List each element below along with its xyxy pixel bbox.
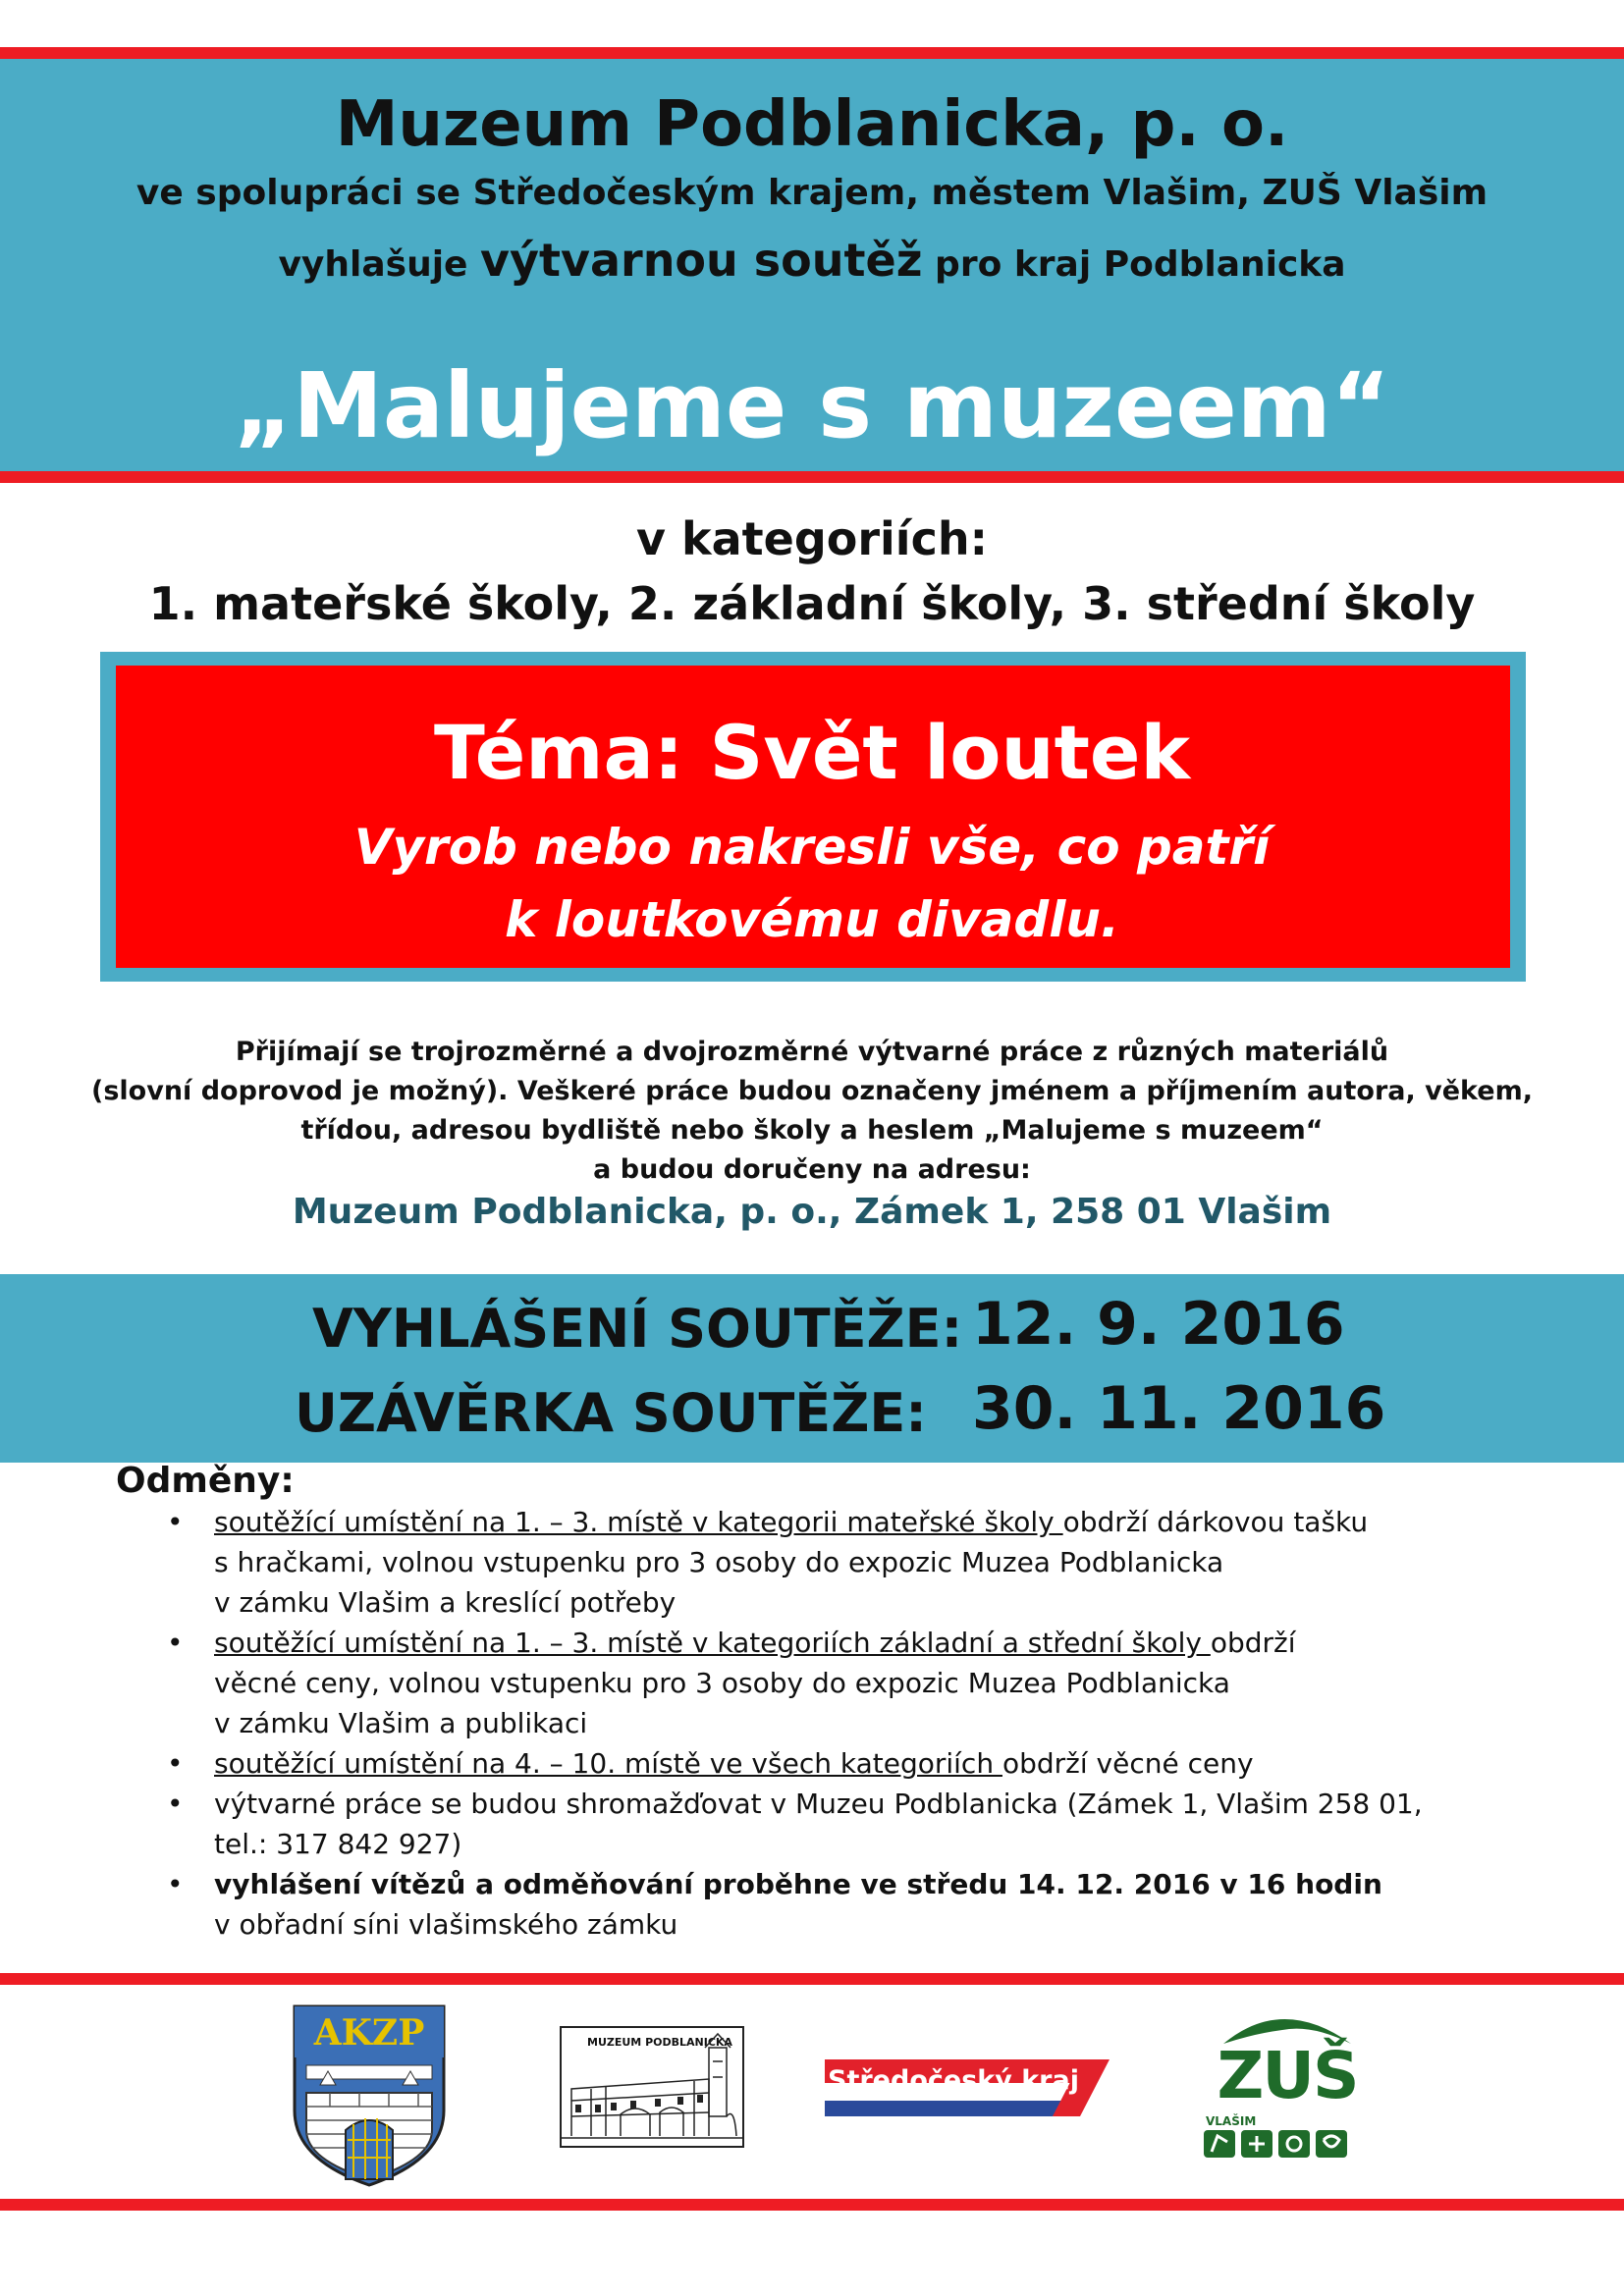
deadline-date-label: UZÁVĚRKA SOUTĚŽE: <box>295 1382 927 1444</box>
rewards-heading: Odměny: <box>116 1461 295 1501</box>
zus-logo <box>1194 2004 1380 2162</box>
top-red-line <box>0 47 1624 59</box>
theme-description-line1: Vyrob nebo nakresli vše, co patří <box>353 819 1271 876</box>
bullet: • <box>167 1627 184 1659</box>
theme-title: Téma: Svět loutek <box>433 709 1191 796</box>
kraj-logo-text: Středočeský kraj <box>828 2065 1079 2096</box>
museum-logo <box>560 2026 744 2148</box>
info-line3: třídou, adresou bydliště nebo školy a heslem „Malujeme s muzeem“ <box>300 1115 1324 1146</box>
reward-text: obdrží dárkovou tašku <box>1062 1506 1369 1538</box>
reward-condition: soutěžící umístění na 1. – 3. místě v kategoriích základní a střední školy <box>214 1627 1211 1659</box>
rewards-list <box>167 1502 1443 1945</box>
list-item <box>167 1864 1443 1945</box>
announce-pre: vyhlašuje <box>278 244 468 285</box>
bullet: • <box>167 1868 184 1900</box>
info-line2: (slovní doprovod je možný). Veškeré práce budou označeny jménem a příjmením autora, věkem, <box>91 1076 1533 1106</box>
reward-text: obdrží <box>1210 1627 1296 1659</box>
list-item <box>167 1743 1443 1784</box>
ceremony-info: vyhlášení vítězů a odměňování proběhne ve středu 14. 12. 2016 v 16 hodin <box>214 1868 1382 1900</box>
list-item <box>167 1502 1443 1623</box>
castle-drawing-icon <box>562 2028 742 2146</box>
reward-condition: soutěžící umístění na 1. – 3. místě v kategorii mateřské školy <box>214 1506 1063 1538</box>
footer-red-line-top <box>0 1973 1624 1985</box>
list-item <box>167 1623 1443 1743</box>
akzp-logo-text: AKZP <box>313 2012 425 2054</box>
reward-text: obdrží věcné ceny <box>1001 1747 1254 1780</box>
bullet: • <box>167 1747 184 1780</box>
reward-text: věcné ceny, volnou vstupenku pro 3 osoby do expozic Muzea Podblanicka <box>214 1667 1230 1699</box>
cooperation-line: ve spolupráci se Středočeským krajem, městem Vlašim, ZUŠ Vlašim <box>135 173 1489 213</box>
reward-text: výtvarné práce se budou shromažďovat v Muzeu Podblanicka (Zámek 1, Vlašim 258 01, <box>214 1788 1423 1820</box>
submission-info <box>0 1033 1624 1190</box>
reward-text: v zámku Vlašim a kreslící potřeby <box>214 1586 677 1619</box>
announce-post: pro kraj Podblanicka <box>935 244 1346 285</box>
stredocesky-kraj-logo <box>825 2059 1110 2118</box>
theme-description <box>0 811 1624 956</box>
announce-date-label: VYHLÁŠENÍ SOUTĚŽE: <box>312 1298 963 1360</box>
bullet: • <box>167 1788 184 1820</box>
info-line4: a budou doručeny na adresu: <box>593 1154 1031 1185</box>
ceremony-place: v obřadní síni vlašimského zámku <box>214 1908 678 1941</box>
reward-text: tel.: 317 842 927) <box>214 1828 462 1860</box>
reward-text: v zámku Vlašim a publikaci <box>214 1707 588 1739</box>
zus-logo-text: ZUŠ <box>1217 2038 1358 2113</box>
announcement-line <box>0 234 1624 287</box>
bullet: • <box>167 1506 184 1538</box>
header-red-line <box>0 471 1624 483</box>
theme-description-line2: k loutkovému divadlu. <box>505 891 1119 948</box>
submission-address: Muzeum Podblanicka, p. o., Zámek 1, 258 01 Vlašim <box>292 1192 1332 1232</box>
announce-date-value: 12. 9. 2016 <box>972 1290 1345 1359</box>
akzp-logo <box>291 2002 448 2189</box>
reward-condition: soutěžící umístění na 4. – 10. místě ve všech kategoriích <box>214 1747 1002 1780</box>
announce-contest-type: výtvarnou soutěž <box>480 234 923 287</box>
reward-text: s hračkami, volnou vstupenku pro 3 osoby do expozic Muzea Podblanicka <box>214 1546 1224 1578</box>
contest-name: „Malujeme s muzeem“ <box>233 353 1391 458</box>
zus-town-text: VLAŠIM <box>1206 2114 1257 2128</box>
organizer-title: Muzeum Podblanicka, p. o. <box>335 88 1289 161</box>
list-item <box>167 1784 1443 1864</box>
deadline-date-value: 30. 11. 2016 <box>972 1374 1386 1443</box>
categories-label: v kategoriích: <box>636 512 988 565</box>
categories-list: 1. mateřské školy, 2. základní školy, 3. střední školy <box>148 577 1476 630</box>
footer-red-line-bottom <box>0 2199 1624 2211</box>
info-line1: Přijímají se trojrozměrné a dvojrozměrné výtvarné práce z různých materiálů <box>235 1037 1389 1067</box>
museum-logo-text: MUZEUM PODBLANICKA <box>587 2036 732 2049</box>
